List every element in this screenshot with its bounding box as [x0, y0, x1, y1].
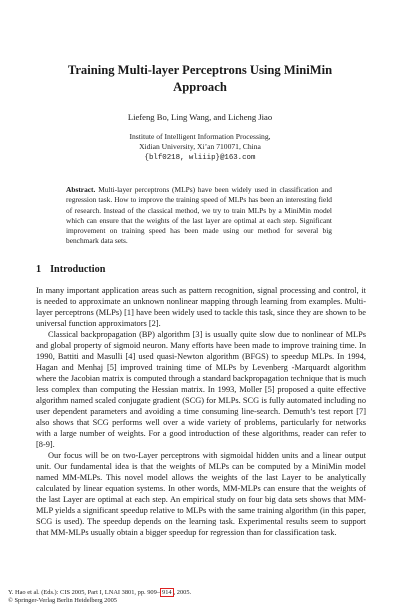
citation-line: [8, 588, 388, 597]
copyright-line: © Springer-Verlag Berlin Heidelberg 2005: [8, 597, 117, 605]
citation-suffix: , 2005.: [173, 589, 192, 596]
paragraph: Our focus will be on two-Layer perceptrons with sigmoidal hidden units and a linear output unit. Our fundamental idea is that the weights of MLPs can be computed by a MiniMin model named MM-MLPs. This novel model allows the weights of the last Layer to be analytically calculated by linear equation systems. In other words, MM-MLPs can ensure that the weights of the last Layer are optimal at each step. An empirical study on four big data sets shows that MM-MLP yields a significant speedup relative to MLPs with the same training algorithm (in this paper, SCG is used). The speedup depends on the learning task. Experimental results seem to support that MM-MLPs usually obtain a bigger speedup for regression than for classification task.: [36, 451, 366, 537]
abstract-text: Multi-layer perceptrons (MLPs) have been widely used in classification and regression task. How to improve the training speed of MLPs has been an interesting field of research. Instead of the classical method, we try to train MLPs by a MiniMin model which can ensure that the weights of the last layer are optimal at each step. Significant improvement on training speed has been made using our method for several big benchmark data sets.: [66, 185, 332, 246]
citation-prefix: Y. Hao et al. (Eds.): CIS 2005, Part I, LNAI 3801, pp. 909–: [8, 589, 160, 596]
author-list: Liefeng Bo, Ling Wang, and Licheng Jiao: [127, 112, 273, 122]
paragraph: Classical backpropagation (BP) algorithm [3] is usually quite slow due to nonlinear of MLPs and global property of sigmoid neuron. Many efforts have been made to improve training time. In 1990, Battiti and Masulli [4] used quasi-Newton algorithm (BFGS) to speedup MLPs. In 1994, Hagan and Menhaj [5] improved training time of MLPs by Levenberg -Marquardt algorithm where the Jacobian matrix is computed through a standard backpropagation technique that is much less complex than computing the Hessian matrix. In 1993, Moller [5] proposed a quite effective algorithm named scaled conjugate gradient (SCG) for MLPs. SCG is fully automated including no user dependent parameters and avoiding a time consuming line-search. Demuth’s test report [7] also shows that SCG performs well over a wide variety of problems, particularly for networks with a large number of weights. For a good introduction of these algorithms, reader can refer to [8-9].: [36, 330, 366, 449]
section-number: 1: [36, 264, 42, 275]
affiliation-address: Xidian University, Xi’an 710071, China: [139, 142, 261, 152]
abstract-label: Abstract.: [66, 185, 96, 194]
page-footer: [8, 588, 388, 606]
page-range-link[interactable]: 914: [162, 589, 172, 596]
affiliation-block: [40, 132, 360, 163]
title-line-1: Training Multi-layer Perceptrons Using MiniMin: [67, 63, 333, 77]
paragraph: In many important application areas such as pattern recognition, signal processing and control, it is needed to approximate an unknown nonlinear mapping through learning from examples. Multi-layer perceptrons (MLPs) [1] have been widely used to tackle this task, since they are shown to be universal function approximators [2].: [36, 286, 366, 328]
author-email[interactable]: {blf0218, wliiip}@163.com: [144, 153, 256, 162]
title-line-2: Approach: [173, 80, 227, 94]
section-title: Introduction: [50, 264, 106, 275]
section-heading: [36, 264, 366, 275]
body-text: [36, 285, 366, 538]
affiliation-institute: Institute of Intelligent Information Processing,: [129, 132, 271, 141]
abstract: [66, 185, 332, 247]
paper-title: [40, 62, 360, 96]
